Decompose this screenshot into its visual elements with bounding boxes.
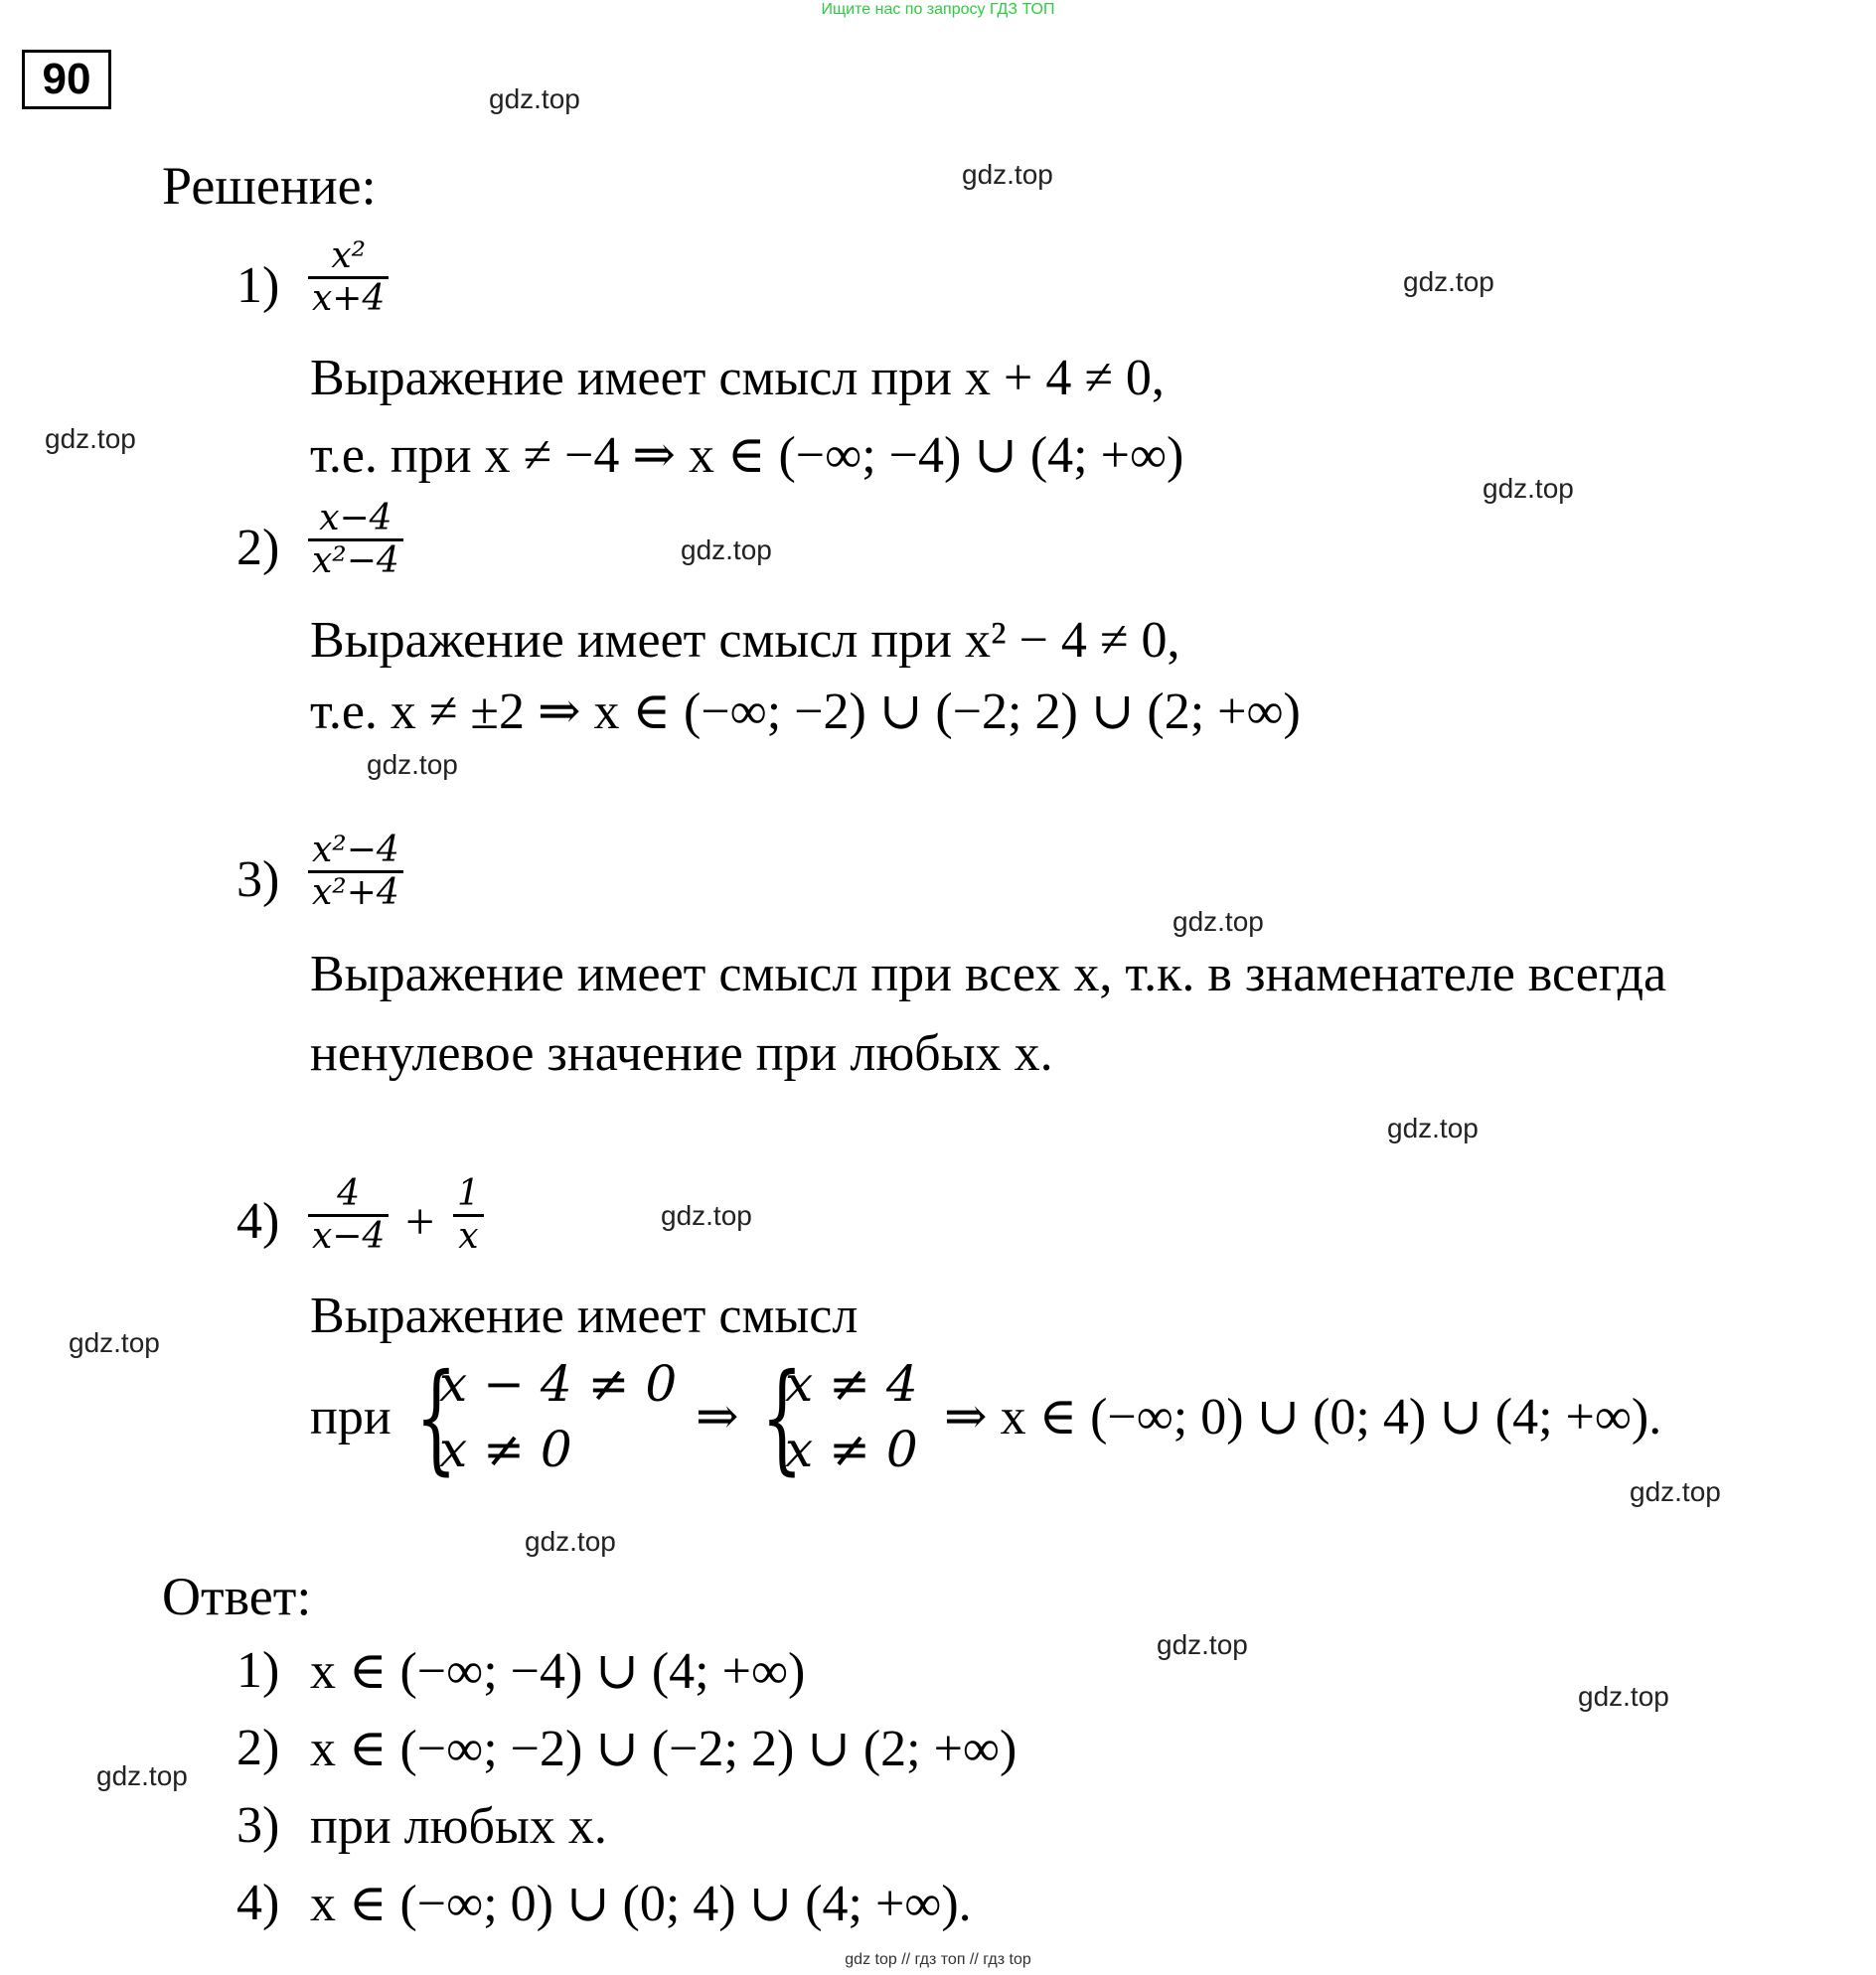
watermark: gdz.top <box>661 1200 752 1231</box>
fraction-numerator: 1 <box>457 1173 480 1214</box>
problem-2-line-2: т.е. x ≠ ±2 ⇒ x ∈ (−∞; −2) ∪ (−2; 2) ∪ (2; +∞) <box>310 684 1301 740</box>
watermark: gdz.top <box>1172 906 1264 937</box>
problem-4-label: 4) <box>236 1193 280 1250</box>
fraction-numerator: x−4 <box>319 498 392 538</box>
watermark: gdz.top <box>489 83 580 114</box>
problem-1-fraction <box>308 236 389 319</box>
answer-2-label: 2) <box>236 1720 280 1776</box>
system-2 <box>785 1351 918 1482</box>
watermark: gdz.top <box>1578 1681 1669 1712</box>
answer-4-label: 4) <box>236 1875 280 1931</box>
answer-3-label: 3) <box>236 1797 280 1854</box>
watermark: gdz.top <box>1387 1113 1479 1143</box>
system-1-row-2: x ≠ 0 <box>439 1421 572 1478</box>
fraction-denominator: x+4 <box>308 276 389 319</box>
answer-3-text: при любых x. <box>310 1798 607 1855</box>
solution-heading: Решение: <box>162 156 377 216</box>
problem-4-fraction-1 <box>308 1174 389 1257</box>
watermark: gdz.top <box>962 159 1053 190</box>
watermark: gdz.top <box>1157 1629 1248 1660</box>
problem-1-label: 1) <box>236 257 280 314</box>
problem-4-fraction-2 <box>453 1174 484 1257</box>
problem-2-fraction <box>308 499 403 581</box>
watermark: gdz.top <box>681 534 772 565</box>
problem-3-label: 3) <box>236 851 280 908</box>
problem-3-line-2: ненулевое значение при любых x. <box>310 1025 1053 1082</box>
watermark: gdz.top <box>367 749 458 780</box>
problem-1-line-2: т.е. при x ≠ −4 ⇒ x ∈ (−∞; −4) ∪ (4; +∞) <box>310 427 1184 484</box>
watermark: gdz.top <box>45 423 136 454</box>
footer-watermark: gdz top // гдз топ // гдз top <box>845 1951 1031 1968</box>
problem-4-line-1: Выражение имеет смысл <box>310 1288 859 1344</box>
fraction-numerator: x² <box>331 235 367 276</box>
fraction-numerator: x²−4 <box>312 830 399 870</box>
problem-3-fraction <box>308 831 403 913</box>
system-2-row-2: x ≠ 0 <box>785 1421 918 1478</box>
problem-3-line-1: Выражение имеет смысл при всех x, т.к. в знаменателе всегда <box>310 946 1667 1002</box>
problem-2-label: 2) <box>236 520 280 576</box>
left-brace-1: { <box>415 1349 457 1487</box>
answer-2-text: x ∈ (−∞; −2) ∪ (−2; 2) ∪ (2; +∞) <box>310 1721 1017 1777</box>
watermark: gdz.top <box>69 1327 160 1358</box>
problem-2-line-1: Выражение имеет смысл при x² − 4 ≠ 0, <box>310 612 1180 669</box>
plus-sign: + <box>405 1194 435 1251</box>
system-2-row-1: x ≠ 4 <box>785 1355 918 1413</box>
watermark: gdz.top <box>525 1526 616 1557</box>
problem-4-pri: при <box>310 1389 391 1445</box>
system-1 <box>439 1351 677 1482</box>
top-banner: Ищите нас по запросу ГДЗ ТОП <box>821 1 1055 18</box>
watermark: gdz.top <box>1483 473 1574 504</box>
left-brace-2: { <box>761 1349 803 1487</box>
task-number: 90 <box>22 50 111 109</box>
watermark: gdz.top <box>1630 1476 1721 1507</box>
watermark: gdz.top <box>1403 266 1494 297</box>
fraction-numerator: 4 <box>337 1173 361 1214</box>
system-1-row-1: x − 4 ≠ 0 <box>439 1355 678 1413</box>
answer-1-label: 1) <box>236 1642 280 1699</box>
watermark: gdz.top <box>96 1760 188 1791</box>
fraction-denominator: x²−4 <box>308 538 403 581</box>
answer-heading: Ответ: <box>162 1567 312 1626</box>
answer-4-text: x ∈ (−∞; 0) ∪ (0; 4) ∪ (4; +∞). <box>310 1876 972 1932</box>
answer-1-text: x ∈ (−∞; −4) ∪ (4; +∞) <box>310 1643 806 1700</box>
fraction-denominator: x²+4 <box>308 870 403 913</box>
fraction-denominator: x−4 <box>308 1214 389 1257</box>
implies-arrow: ⇒ <box>696 1389 739 1445</box>
problem-4-result: ⇒ x ∈ (−∞; 0) ∪ (0; 4) ∪ (4; +∞). <box>944 1389 1662 1445</box>
fraction-denominator: x <box>453 1214 484 1257</box>
problem-1-line-1: Выражение имеет смысл при x + 4 ≠ 0, <box>310 350 1165 406</box>
